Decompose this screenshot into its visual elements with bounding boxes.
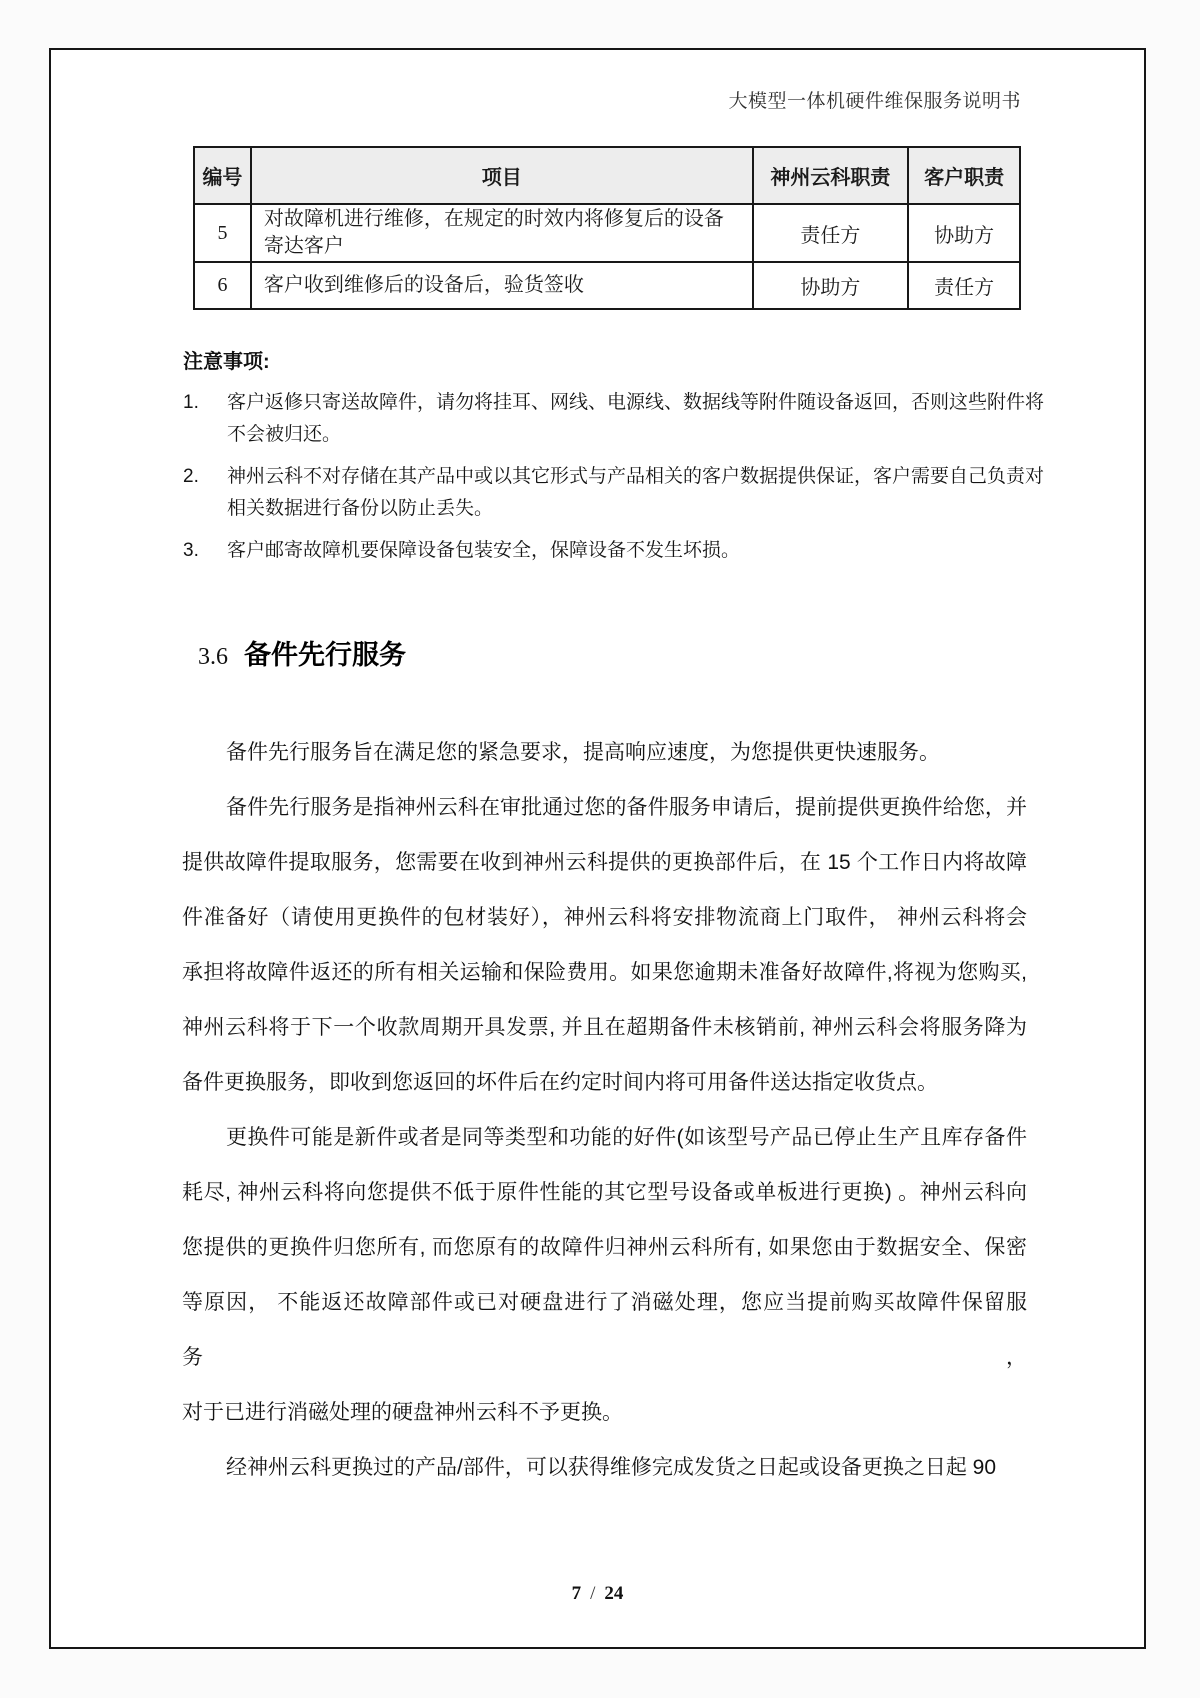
paragraph-line: 神州云科将于下一个收款周期开具发票, 并且在超期备件未核销前, 神州云科会将服务降为 bbox=[182, 1016, 1027, 1039]
paragraph-line: 等原因， 不能返还故障部件或已对硬盘进行了消磁处理，您应当提前购买故障件保留服务， bbox=[182, 1291, 1027, 1369]
paragraph-line: 备件更换服务，即收到您返回的坏件后在约定时间内将可用备件送达指定收货点。 bbox=[182, 1071, 938, 1094]
list-item-number: 2. bbox=[183, 466, 199, 487]
list-item-line: 客户邮寄故障机要保障设备包装安全，保障设备不发生坏损。 bbox=[227, 540, 741, 561]
list-item-text bbox=[227, 535, 1045, 567]
notes-heading: 注意事项: bbox=[183, 351, 270, 373]
paragraph-line: 提供故障件提取服务，您需要在收到神州云科提供的更换部件后，在 15 个工作日内将故障 bbox=[182, 851, 1027, 874]
vendor-role-cell: 责任方 bbox=[753, 204, 909, 262]
vendor-role-cell: 协助方 bbox=[753, 262, 909, 309]
section-number: 3.6 bbox=[198, 644, 228, 670]
list-item-line: 相关数据进行备份以防止丢失。 bbox=[227, 498, 494, 519]
table-row bbox=[194, 262, 1020, 309]
paragraph-line: 件准备好（请使用更换件的包材装好），神州云科将安排物流商上门取件， 神州云科将会 bbox=[182, 906, 1027, 929]
list-item-line: 不会被归还。 bbox=[227, 424, 342, 445]
page-number-separator: / bbox=[590, 1583, 596, 1604]
paragraph-line: 对于已进行消磁处理的硬盘神州云科不予更换。 bbox=[182, 1401, 623, 1424]
section-heading bbox=[198, 633, 406, 672]
paragraph-line: 备件先行服务是指神州云科在审批通过您的备件服务申请后，提前提供更换件给您，并 bbox=[226, 796, 1027, 819]
document-page bbox=[49, 48, 1146, 1649]
list-item bbox=[183, 387, 1045, 451]
list-item-line: 神州云科不对存储在其产品中或以其它形式与产品相关的客户数据提供保证，客户需要自己负责对 bbox=[227, 466, 1045, 487]
running-header-title: 大模型一体机硬件维保服务说明书 bbox=[728, 91, 1021, 112]
list-item-text bbox=[227, 461, 1045, 525]
paragraph-line: 备件先行服务旨在满足您的紧急要求，提高响应速度，为您提供更快速服务。 bbox=[226, 741, 940, 764]
list-item-number: 3. bbox=[183, 540, 199, 561]
paragraph-line: 更换件可能是新件或者是同等类型和功能的好件(如该型号产品已停止生产且库存备件 bbox=[226, 1126, 1027, 1149]
paragraph-line: 经神州云科更换过的产品/部件，可以获得维修完成发货之日起或设备更换之日起 90 bbox=[226, 1456, 997, 1479]
row-number-cell: 6 bbox=[194, 262, 251, 309]
page-number-total: 24 bbox=[604, 1583, 624, 1604]
column-header-number: 编号 bbox=[194, 147, 251, 204]
item-cell: 对故障机进行维修，在规定的时效内将修复后的设备寄达客户 bbox=[251, 204, 753, 262]
paragraph-line: 您提供的更换件归您所有, 而您原有的故障件归神州云科所有, 如果您由于数据安全、保密 bbox=[182, 1236, 1027, 1259]
customer-role-cell: 协助方 bbox=[908, 204, 1020, 262]
paragraph-line: 承担将故障件返还的所有相关运输和保险费用。如果您逾期未准备好故障件,将视为您购买, bbox=[182, 961, 1027, 984]
list-item bbox=[183, 535, 1045, 567]
customer-role-cell: 责任方 bbox=[908, 262, 1020, 309]
table-row bbox=[194, 204, 1020, 262]
list-item-number: 1. bbox=[183, 392, 199, 413]
responsibility-table bbox=[193, 146, 1021, 310]
paragraph-line: 耗尽, 神州云科将向您提供不低于原件性能的其它型号设备或单板进行更换) 。神州云科向 bbox=[182, 1181, 1027, 1204]
column-header-vendor-role: 神州云科职责 bbox=[753, 147, 909, 204]
section-title: 备件先行服务 bbox=[244, 640, 406, 670]
table-header-row bbox=[194, 147, 1020, 204]
page-footer bbox=[51, 1583, 1144, 1605]
page-number-current: 7 bbox=[571, 1583, 582, 1604]
column-header-item: 项目 bbox=[251, 147, 753, 204]
list-item bbox=[183, 461, 1045, 525]
item-cell: 客户收到维修后的设备后，验货签收 bbox=[251, 262, 753, 309]
row-number-cell: 5 bbox=[194, 204, 251, 262]
body-paragraphs bbox=[182, 725, 1027, 1495]
list-item-text bbox=[227, 387, 1045, 451]
column-header-customer-role: 客户职责 bbox=[908, 147, 1020, 204]
list-item-line: 客户返修只寄送故障件，请勿将挂耳、网线、电源线、数据线等附件随设备返回，否则这些附件将 bbox=[227, 392, 1045, 413]
notes-list bbox=[183, 387, 1045, 577]
